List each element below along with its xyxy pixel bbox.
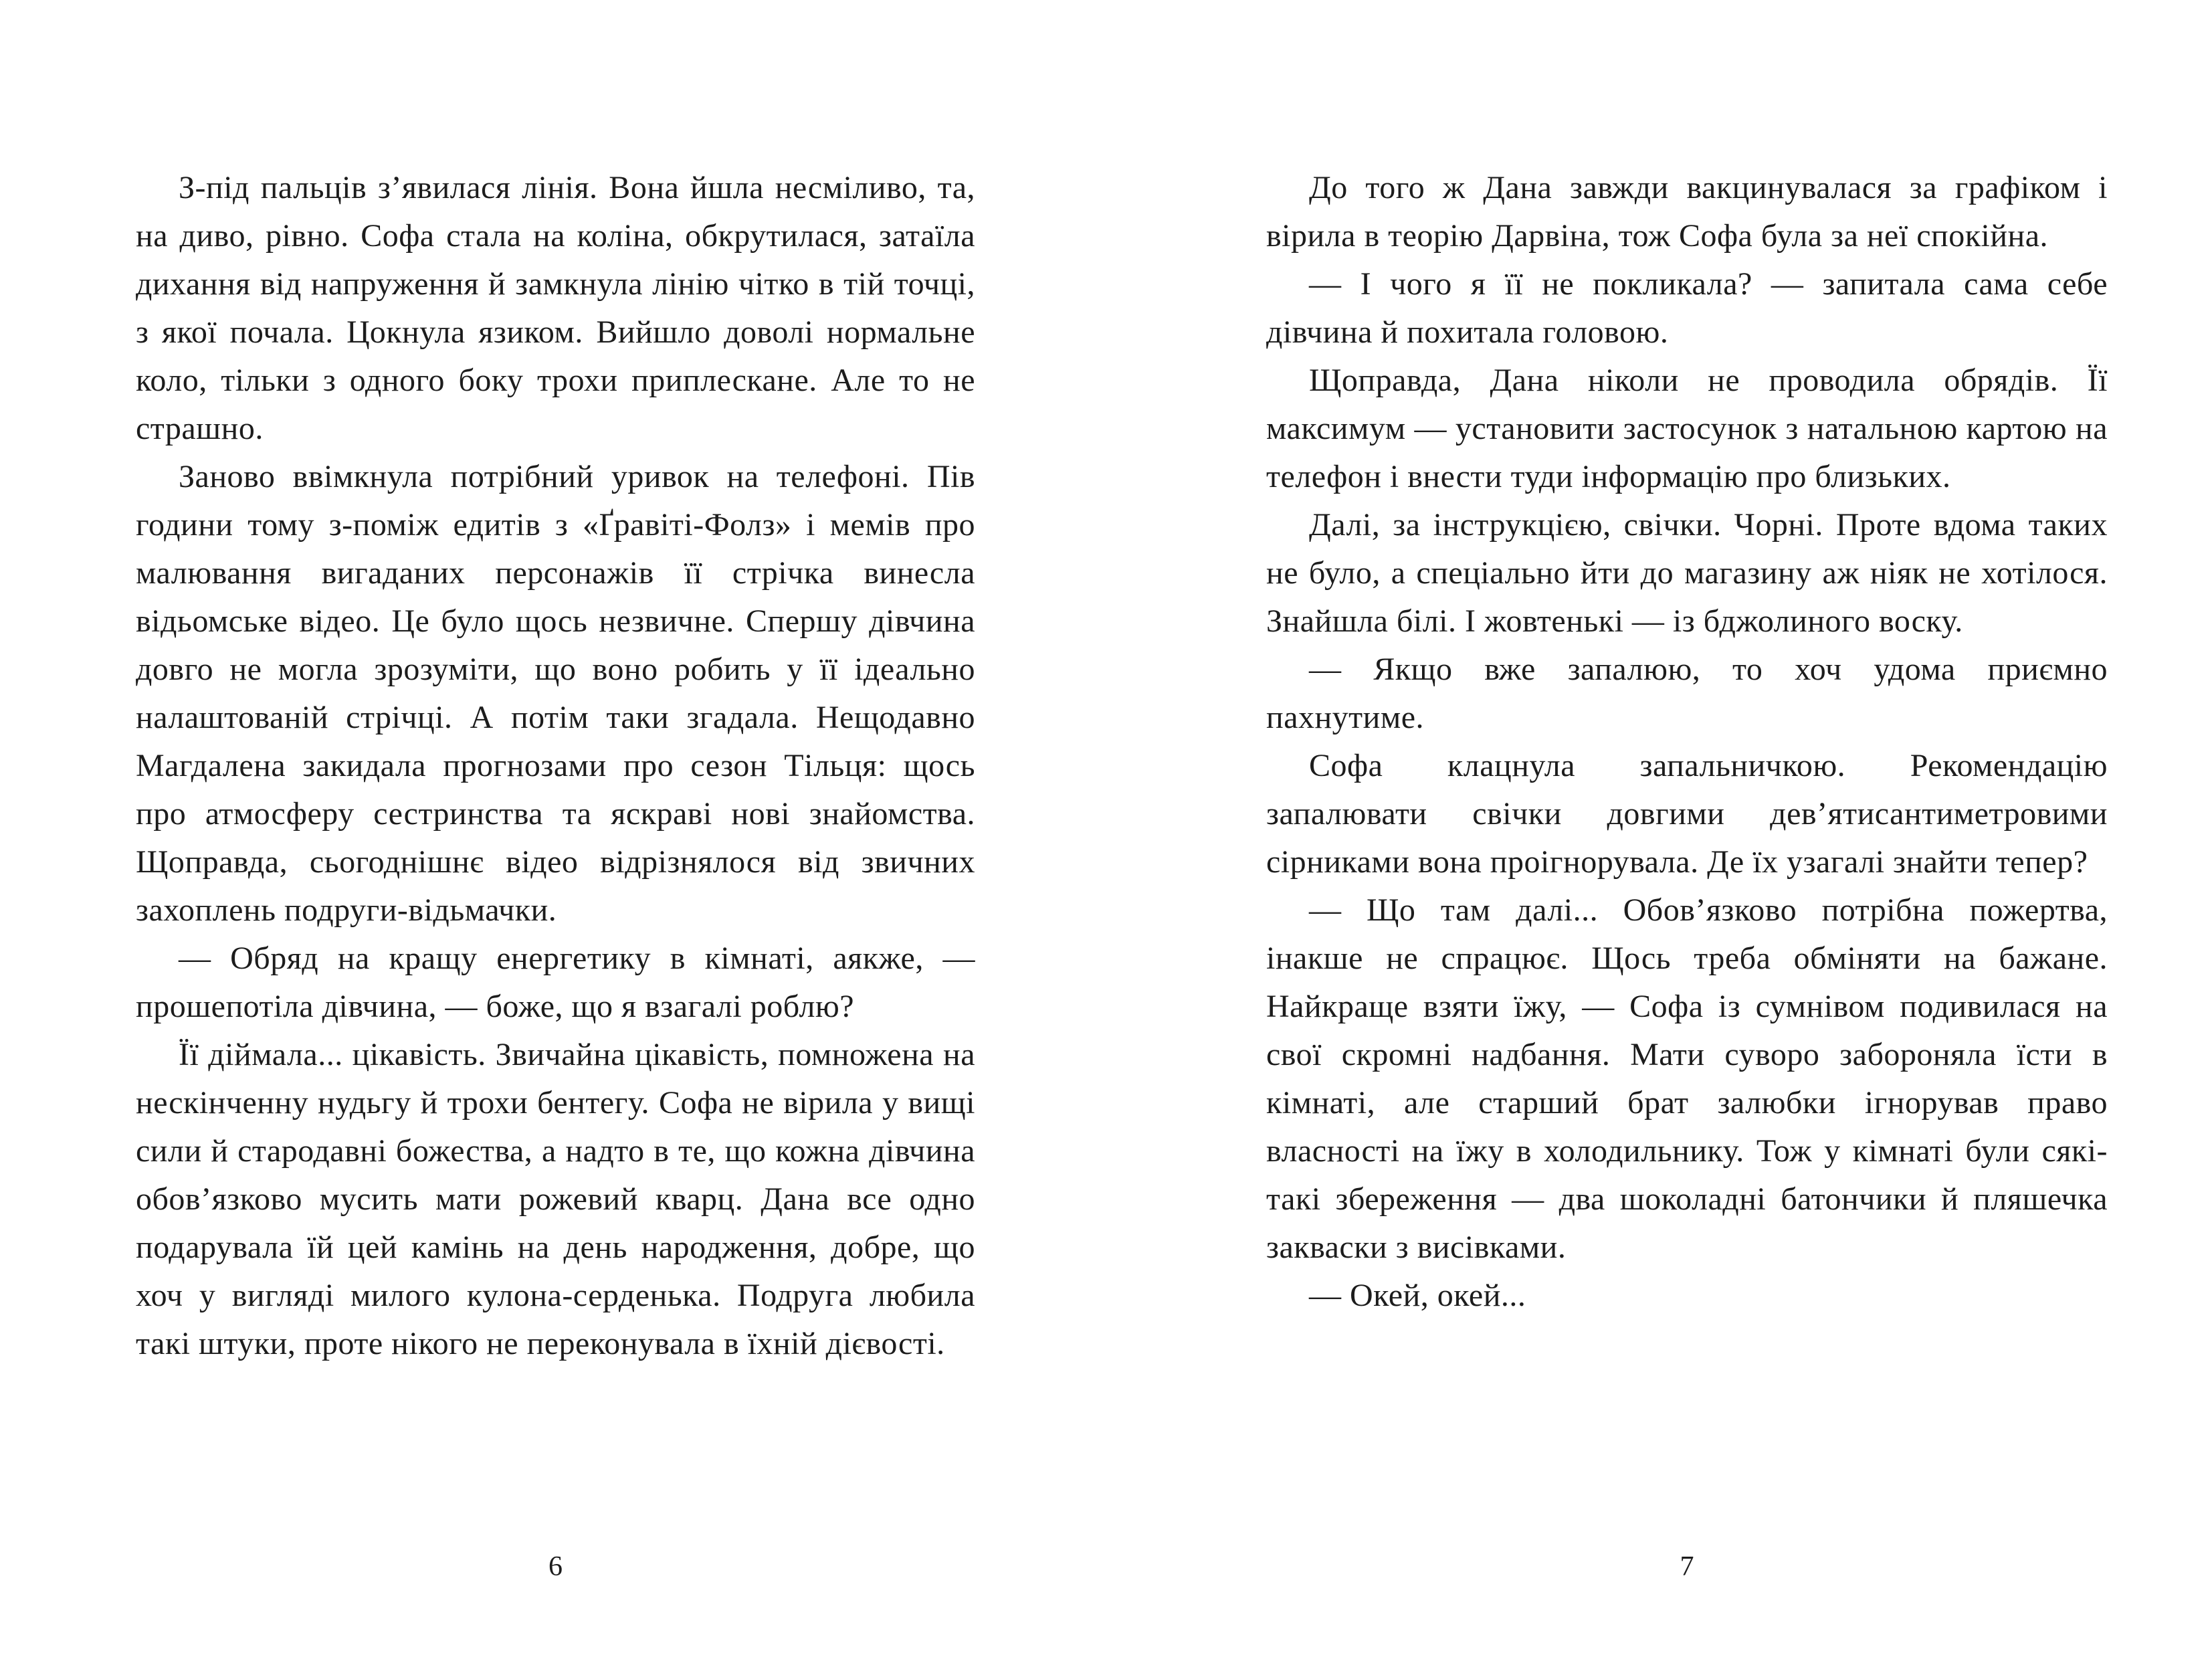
paragraph: Її діймала... цікавість. Звичайна цікавість, помножена на нескінченну нудьгу й трохи бентегу. Софа не вірила у вищі сили й стародавні божества, а надто в те, що кожна дівчина обов’язково мусить мати рожевий кварц. Дана все одно подарувала їй цей камінь на день народження, добре, що хоч у вигляді милого кулона-серденька. Подруга любила такі штуки, проте нікого не переконувала в їхній дієвості. [136,1037,975,1361]
page-right [1266,0,2108,1659]
paragraph-dialogue: — Окей, окей... [1309,1278,1526,1313]
paragraph: Далі, за інструкцією, свічки. Чорні. Проте вдома таких не було, а спеціально йти до магазину аж ніяк не хотілося. Знайшла білі. І жовтенькі — із бджолиного воску. [1266,507,2108,639]
paragraph: До того ж Дана завжди вакцинувалася за графіком і вірила в теорію Дарвіна, тож Софа була за неї спокійна. [1266,170,2108,254]
page-right-text [1266,164,2108,1320]
paragraph-dialogue: — Обряд на кращу енергетику в кімнаті, аякже, — прошепотіла дівчина, — боже, що я взагалі роблю? [136,941,975,1024]
paragraph-dialogue: — Що там далі... Обов’язково потрібна пожертва, інакше не спрацює. Щось треба обміняти на бажане. Найкраще взяти їжу, — Софа із сумнівом подивилася на свої скромні надбання. Мати суворо забороняла їсти в кімнаті, але старший брат залюбки ігнорував право власності на їжу в холодильнику. Тож у кімнаті були сякі-такі збереження — два шоколадні батончики й пляшечка закваски з висівками. [1266,892,2108,1265]
page-left [136,0,975,1659]
page-number-left: 6 [548,1551,563,1582]
page-left-text [136,164,975,1368]
paragraph-dialogue: — Якщо вже запалюю, то хоч удома приємно пахнутиме. [1266,652,2108,735]
page-number-right: 7 [1680,1551,1694,1582]
paragraph: З-під пальців з’явилася лінія. Вона йшла несміливо, та, на диво, рівно. Софа стала на коліна, обкрутилася, затаїла дихання від напруження й замкнула лінію чітко в тій точці, з якої почала. Цокнула язиком. Вийшло доволі нормальне коло, тільки з одного боку трохи приплескане. Але то не страшно. [136,170,975,446]
paragraph: Софа клацнула запальничкою. Рекомендацію запалювати свічки довгими дев’ятисантиметровими сірниками вона проігнорувала. Де їх узагалі знайти тепер? [1266,748,2108,880]
paragraph-dialogue: — І чого я її не покликала? — запитала сама себе дівчина й похитала головою. [1266,266,2108,350]
paragraph: Щоправда, Дана ніколи не проводила обрядів. Її максимум — установити застосунок з натальною картою на телефон і внести туди інформацію про близьких. [1266,363,2108,494]
paragraph: Заново ввімкнула потрібний уривок на телефоні. Пів години тому з-поміж едитів з «Ґравіті-Фолз» і мемів про малювання вигаданих персонажів її стрічка винесла відьомське відео. Це було щось незвичне. Спершу дівчина довго не могла зрозуміти, що воно робить у її ідеально налаштованій стрічці. А потім таки згадала. Нещодавно Магдалена закидала прогнозами про сезон Тільця: щось про атмосферу сестринства та яскраві нові знайомства. Щоправда, сьогоднішнє відео відрізнялося від звичних захоплень подруги-відьмачки. [136,459,975,928]
